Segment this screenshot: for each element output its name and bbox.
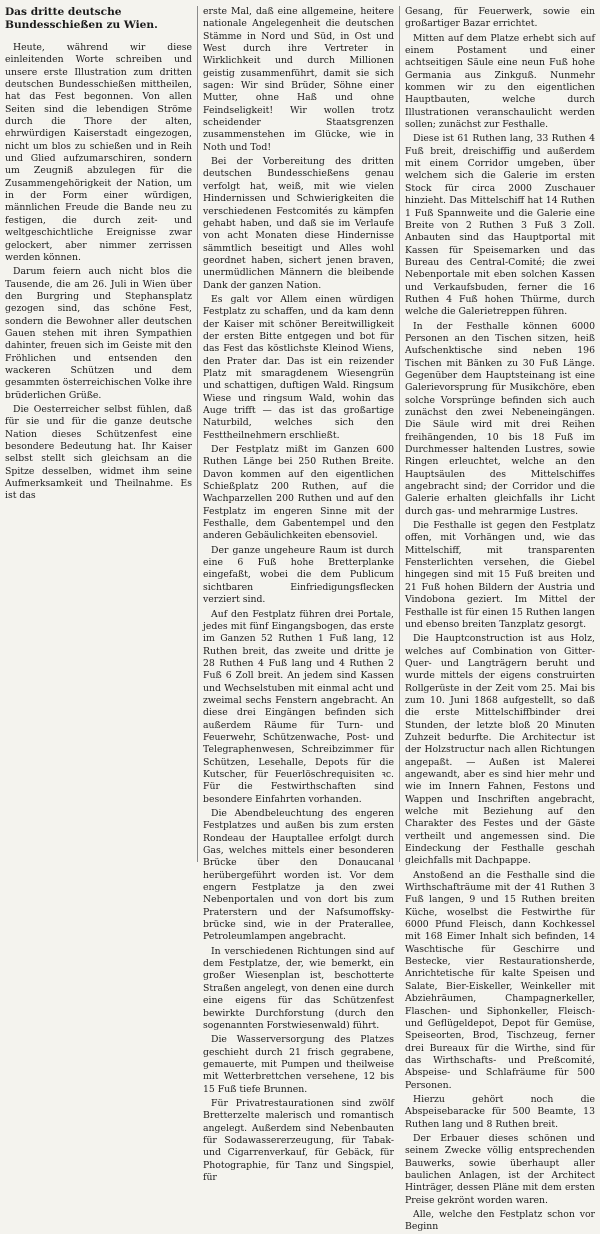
paragraph: Die Oesterreicher selbst fühlen, daß für sie und für die ganze deutsche Nation dieses Schützenfest eine besondere Bedeutung hat. Ihr Kaiser selbst stellt sich gleichsam an die Spitze desselben, widmet ihm seine Aufmerksamkeit und Theilnahme. Es ist das [5,403,192,502]
paragraph: Der Festplatz mißt im Ganzen 600 Ruthen Länge bei 250 Ruthen Breite. Davon kommen auf den eigentlichen Schießplatz 200 Ruthen, auf die Wachparzellen 200 Ruthen und auf den Festplatz im engeren Sinne mit der Festhalle, dem Gabentempel und den anderen Gebäulichkeiten ebensoviel. [203,444,394,542]
paragraph: Die Hauptconstruction ist aus Holz, welches auf Combination von Gitter-Quer- und Langträgern beruht und wurde mittels der eigens construirten Rollgerüste in der Zeit vom 25. Mai bis zum 10. Juni 1868 aufgestellt, so daß die erste Mittelschiffbinder drei Stunden, der letzte bloß 20 Minuten Zuhzeit bedurfte. Die Architectur ist der Holzstructur nach allen Richtungen angepaßt. — Außen ist Malerei angewandt, aber es sind hier mehr und wie im Innern Fahnen, Festons und Wappen und Inschriften angebracht, welche mit Beziehung auf den Charakter des Festes und der Gäste vertheilt und angemessen sind. Die Eindeckung der Festhalle geschah gleichfalls mit Dachpappe. [405,633,595,867]
paragraph: Auf den Festplatz führen drei Portale, jedes mit fünf Eingangsbogen, das erste im Ganzen 52 Ruthen 1 Fuß lang, 12 Ruthen breit, das zweite und dritte je 28 Ruthen 4 Fuß lang und 4 Ruthen 2 Fuß 6 Zoll breit. An jedem sind Kassen und Wechselstuben mit einmal acht und zweimal sechs Fenstern angebracht. An diese drei Eingängen befinden sich außerdem Räume für Turn- und Feuerwehr, Schützenwache, Post- und Telegraphenwesen, Schreibzimmer für Schützen, Lesehalle, Depots für die Kutscher, für Feuerlöschrequisiten ꝛc. Für die Festwirthschaften sind besondere Einfahrten vorhanden. [203,608,394,805]
paragraph: Mitten auf dem Platze erhebt sich auf einem Postament und einer achtseitigen Säule eine neun Fuß hohe Germania aus Zinkguß. Nunmehr kommen wir zu den eigentlichen Hauptbauten, welche durch Illustrationen veranschaulicht werden sollen; zunächst zur Festhalle. [405,32,595,131]
paragraph: Darum feiern auch nicht blos die Tausende, die am 26. Juli in Wien über den Burgring und Stephansplatz gezogen sind, das schöne Fest, sondern die Bewohner aller deutschen Gauen stehen mit ihren Sympathien dahinter, freuen sich im Geiste mit den Fröhlichen und entsenden den wackeren Schützen und dem gesammten österreichischen Volke ihre brüderlichen Grüße. [5,266,192,401]
paragraph: Gesang, für Feuerwerk, sowie ein großartiger Bazar errichtet. [405,6,595,30]
paragraph: Anstoßend an die Festhalle sind die Wirthschafträume mit der 41 Ruthen 3 Fuß langen, 9 und 15 Ruthen breiten Küche, woselbst die Festwirthe für 6000 Pfund Fleisch, dann Kochkessel mit 168 Eimer Inhalt sich befinden, 14 Waschtische für Geschirre und Bestecke, vier Restaurationsherde, Anrichtetische für kalte Speisen und Salate, Bier-Eiskeller, Weinkeller mit Abziehräumen, Champagnerkeller, Flaschen- und Siphonkeller, Fleisch- und Geflügeldepot, Depot für Gemüse, Speiseorten, Brod, Tischzeug, ferner drei Bureaux für die Wirthe, sind für das Wirthschafts- und Preßcomité, Abspeise- und Schlafräume für 500 Personen. [405,869,595,1091]
paragraph: Heute, während wir diese einleitenden Worte schreiben und unsere erste Illustration zum dritten deutschen Bundesschießen mittheilen, hat das Fest begonnen. Von allen Seiten sind die lebendigen Ströme durch die Thore der alten, ehrwürdigen Kaiserstadt eingezogen, nicht um blos zu schießen und in Reih und Glied aufzumarschiren, sondern um Zeugniß abzulegen für die Zusammengehörigkeit der Nation, um in der Form einer würdigen, männlichen Freude die Bande neu zu festigen, die durch zeit- und weltgeschichtliche Ereignisse zwar gelockert, aber nimmer zerrissen werden können. [5,42,192,263]
paragraph: Es galt vor Allem einen würdigen Festplatz zu schaffen, und da kam denn der Kaiser mit schöner Bereitwilligkeit der ersten Bitte entgegen und bot für das Fest das köstlichste Kleinod Wiens, den Prater dar. Das ist ein reizender Platz mit smaragdenem Wiesengrün und schattigen, duftigen Wald. Ringsum Wiese und ringsum Wald, wohin das Auge trifft — das ist das großartige Naturbild, welches sich den Festtheilnehmern erschließt. [203,293,394,441]
paragraph: Für Privatrestaurationen sind zwölf Bretterzelte malerisch und romantisch angelegt. Außerdem sind Nebenbauten für Sodawassererzeugung, für Tabak- und Cigarrenverkauf, für Gebäck, für Photographie, für Tanz und Singspiel, für [203,1097,394,1183]
paragraph: Bei der Vorbereitung des dritten deutschen Bundesschießens genau verfolgt hat, weiß, mit wie vielen Hindernissen und Schwierigkeiten die verschiedenen Festcomités zu kämpfen gehabt haben, und daß sie im Verlaufe von acht Monaten diese Hindernisse sämmtlich beseitigt und Alles wohl geordnet haben, sichert jenen braven, unermüdlichen Männern die bleibende Dank der ganzen Nation. [203,156,394,291]
paragraph: Alle, welche den Festplatz schon vor Beginn [405,1209,595,1233]
paragraph: Der Erbauer dieses schönen und seinem Zwecke völlig entsprechenden Bauwerks, sowie überhaupt aller baulichen Anlagen, ist der Architect Hinträger, dessen Pläne mit dem ersten Preise gekrönt worden waren. [405,1132,595,1206]
paragraph: Diese ist 61 Ruthen lang, 33 Ruthen 4 Fuß breit, dreischiffig und außerdem mit einem Corridor umgeben, über welchem sich die Galerie im ersten Stock für circa 2000 Zuschauer hinzieht. Das Mittelschiff hat 14 Ruthen 1 Fuß Spannweite und die Galerie eine Breite von 2 Ruthen 3 Fuß 3 Zoll. Anbauten sind das Hauptportal mit Kassen für Speisemarken und das Bureau des Central-Comité; die zwei Nebenportale mit eben solchen Kassen und Verkaufsbuden, ferner die 16 Ruthen 4 Fuß hohen Thürme, durch welche die Galerietreppen führen. [405,133,595,318]
column-1 [5,6,192,862]
paragraph: erste Mal, daß eine allgemeine, heitere nationale Angelegenheit die deutschen Stämme in Nord und Süd, in Ost und West durch ihre Vertreter in Wirklichkeit und durch Millionen geistig zusammenführt, damit sie sich sagen: Wir sind Brüder, Söhne einer Mutter, ohne Haß und ohne Feindseligkeit! Wir wollen trotz scheidender Staatsgrenzen zusammenstehen im Glücke, wie in Noth und Tod! [203,6,394,153]
column-3 [405,6,595,1233]
article-title: Das dritte deutsche Bundesschießen zu Wien. [5,6,158,31]
paragraph: Die Festhalle ist gegen den Festplatz offen, mit Vorhängen und, wie das Mittelschiff, mit transparenten Fensterlichten versehen, die Giebel hingegen sind mit 15 Fuß breiten und 21 Fuß hohen Bildern der Austria und Vindobona geziert. Im Mittel der Festhalle ist für einen 15 Ruthen langen und ebenso breiten Tanzplatz gesorgt. [405,520,595,630]
paragraph: Der ganze ungeheure Raum ist durch eine 6 Fuß hohe Bretterplanke eingefaßt, wobei die dem Publicum sichtbaren Einfriedigungsflecken verziert sind. [203,544,394,606]
column-rule [399,6,400,862]
paragraph: Die Abendbeleuchtung des engeren Festplatzes und außen bis zum ersten Rondeau der Hauptallee erfolgt durch Gas, welches mittels einer besonderen Brücke über den Donaucanal herübergeführt worden ist. Vor dem engern Festplatze ja den zwei Nebenportalen und von dort bis zum Praterstern und der Nafsumoffsky-brücke sind, wie in der Praterallee, Petroleumlampen angebracht. [203,808,394,943]
column-rule [197,6,198,862]
column-2 [203,6,394,1183]
paragraph: In verschiedenen Richtungen sind auf dem Festplatze, der, wie bemerkt, ein großer Wiesenplan ist, beschotterte Straßen angelegt, von denen eine durch eine eigens für das Schützenfest bewirkte Durchforstung (durch den sogenannten Forstwiesenwald) führt. [203,945,394,1031]
paragraph: Hierzu gehört noch die Abspeisebaracke für 500 Beamte, 13 Ruthen lang und 8 Ruthen breit. [405,1093,595,1130]
paragraph: Die Wasserversorgung des Platzes geschieht durch 21 frisch gegrabene, gemauerte, mit Pumpen und theilweise mit Wetterbrettchen versehene, 12 bis 15 Fuß tiefe Brunnen. [203,1034,394,1095]
paragraph: In der Festhalle können 6000 Personen an den Tischen sitzen, heiß Aufschenktische sind neben 196 Tischen mit Bänken zu 30 Fuß Länge. Gegenüber dem Hauptsteinang ist eine Galerievorsprung für Musikchöre, eben solche Vorsprünge befinden sich auch zunächst den zwei Nebeneingängen. Die Säule wird mit drei Reihen freihängenden, 10 bis 18 Fuß im Durchmesser haltenden Lustres, sowie Ringen erleuchtet, welche an den Hauptsäulen des Mittelschiffes angebracht sind; der Corridor und die Galerie erhalten gleichfalls ihr Licht durch gas- und mehrarmige Lustres. [405,320,595,517]
